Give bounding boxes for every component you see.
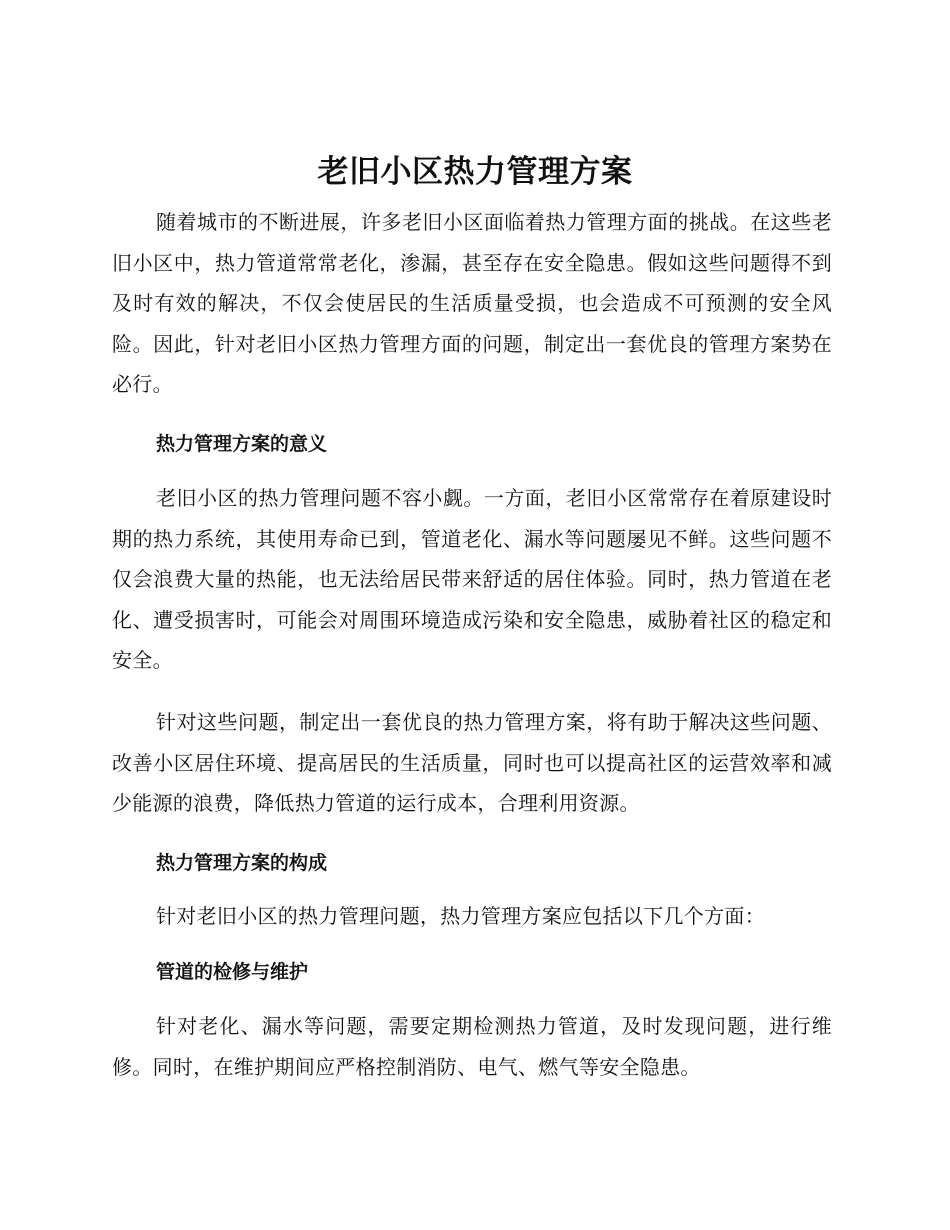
section-heading-composition: 热力管理方案的构成 [156,852,328,874]
subsection-heading-pipe-maintenance: 管道的检修与维护 [156,961,309,983]
section-heading-significance: 热力管理方案的意义 [156,433,328,455]
document-title: 老旧小区热力管理方案 [317,154,633,190]
composition-paragraph: 针对老旧小区的热力管理问题，热力管理方案应包括以下几个方面： [156,904,765,928]
pipe-maintenance-paragraph: 针对老化、漏水等问题，需要定期检测热力管道，及时发现问题，进行维修。同时，在维护期间应严格控制消防、电气、燃气等安全隐患。 [112,1014,832,1079]
significance-paragraph-1: 老旧小区的热力管理问题不容小觑。一方面，老旧小区常常存在着原建设时期的热力系统，其使用寿命已到，管道老化、漏水等问题屡见不鲜。这些问题不仅会浪费大量的热能，也无法给居民带来舒适的居住体验。同时，热力管道在老化、遭受损害时，可能会对周围环境造成污染和安全隐患，威胁着社区的稳定和安全。 [112,486,832,672]
significance-paragraph-2: 针对这些问题，制定出一套优良的热力管理方案，将有助于解决这些问题、改善小区居住环境、提高居民的生活质量，同时也可以提高社区的运营效率和减少能源的浪费，降低热力管道的运行成本，合理利用资源。 [112,710,832,815]
intro-paragraph: 随着城市的不断进展，许多老旧小区面临着热力管理方面的挑战。在这些老旧小区中，热力管道常常老化，渗漏，甚至存在安全隐患。假如这些问题得不到及时有效的解决，不仅会使居民的生活质量受损，也会造成不可预测的安全风险。因此，针对老旧小区热力管理方面的问题，制定出一套优良的管理方案势在必行。 [112,210,832,396]
